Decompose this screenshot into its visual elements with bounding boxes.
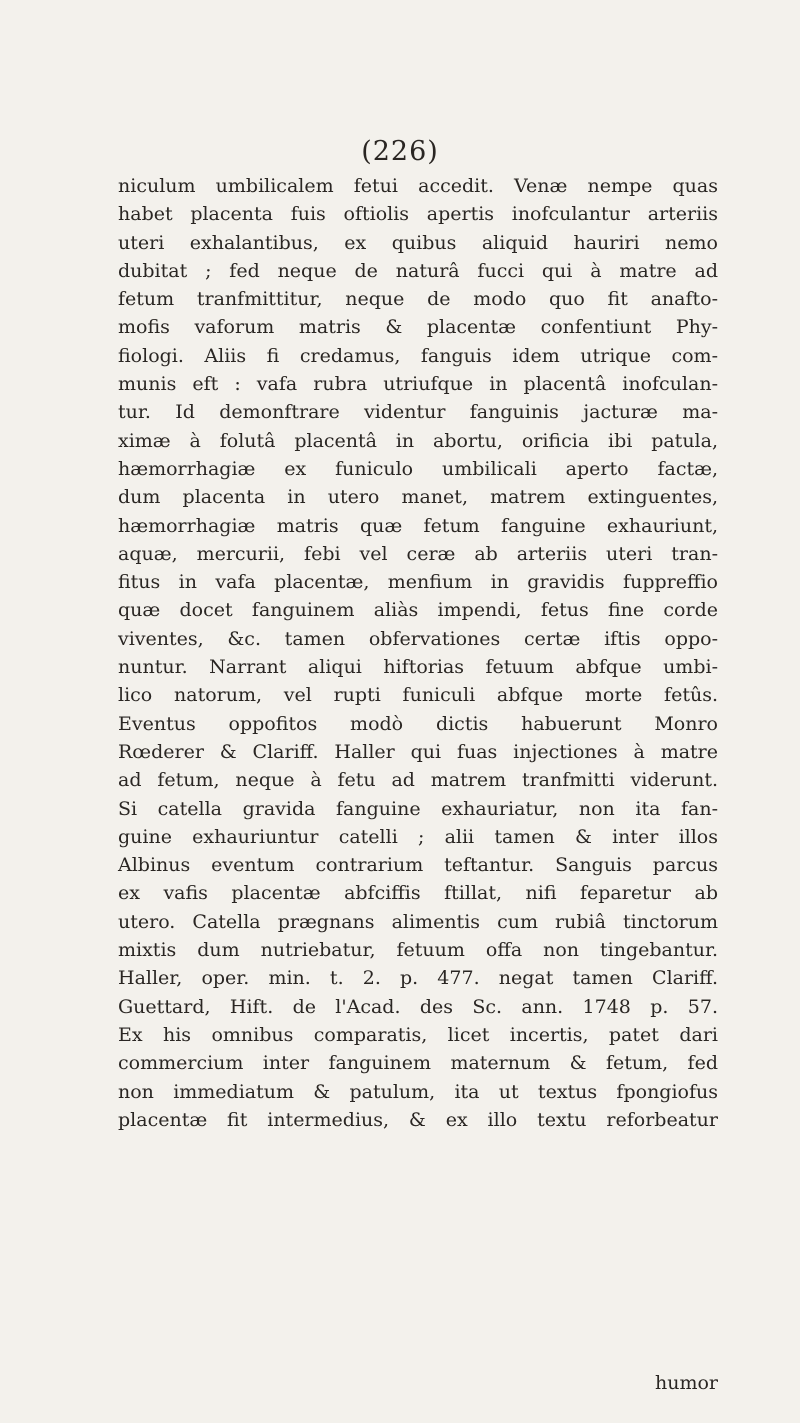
text-line: aquæ, mercurii, febi vel ceræ ab arteriis uteri tran- bbox=[118, 542, 718, 565]
text-line: ximæ à folutâ placentâ in abortu, orificia ibi patula, bbox=[118, 429, 718, 452]
text-line: nuntur. Narrant aliqui hiftorias fetuum abfque umbi- bbox=[118, 656, 718, 679]
text-line: fitus in vafa placentæ, menfium in gravidis fuppreffio bbox=[118, 571, 718, 594]
text-line: viventes, &c. tamen obfervationes certæ iftis oppo- bbox=[118, 627, 718, 650]
text-line: Rœderer & Clariff. Haller qui fuas injectiones à matre bbox=[118, 740, 718, 763]
text-line: fiologi. Aliis fi credamus, fanguis idem utrique com- bbox=[118, 344, 718, 367]
text-line: placentæ fit intermedius, & ex illo textu reforbeatur bbox=[118, 1108, 718, 1131]
page-number: (226) bbox=[361, 136, 439, 167]
text-line: quæ docet fanguinem aliàs impendi, fetus fine corde bbox=[118, 599, 718, 622]
text-line: mixtis dum nutriebatur, fetuum offa non tingebantur. bbox=[118, 939, 718, 962]
text-line: Eventus oppofitos modò dictis habuerunt Monro bbox=[118, 712, 718, 735]
text-line: guine exhauriuntur catelli ; alii tamen & inter illos bbox=[118, 825, 718, 848]
text-line: dubitat ; fed neque de naturâ fucci qui à matre ad bbox=[118, 259, 718, 282]
text-line: ad fetum, neque à fetu ad matrem tranfmitti viderunt. bbox=[118, 769, 718, 792]
text-line: utero. Catella prægnans alimentis cum rubiâ tinctorum bbox=[118, 910, 718, 933]
text-line: hæmorrhagiæ matris quæ fetum fanguine exhauriunt, bbox=[118, 514, 718, 537]
text-line: uteri exhalantibus, ex quibus aliquid hauriri nemo bbox=[118, 231, 718, 254]
text-line: non immediatum & patulum, ita ut textus fpongiofus bbox=[118, 1080, 718, 1103]
text-line: dum placenta in utero manet, matrem extinguentes, bbox=[118, 486, 718, 509]
text-line: Ex his omnibus comparatis, licet incertis, patet dari bbox=[118, 1023, 718, 1046]
text-line: Si catella gravida fanguine exhauriatur, non ita fan- bbox=[118, 797, 718, 820]
text-line: habet placenta fuis oftiolis apertis inofculantur arteriis bbox=[118, 203, 718, 226]
text-line: Albinus eventum contrarium teftantur. Sanguis parcus bbox=[118, 854, 718, 877]
text-line: Haller, oper. min. t. 2. p. 477. negat tamen Clariff. bbox=[118, 967, 718, 990]
text-line: niculum umbilicalem fetui accedit. Venæ nempe quas bbox=[118, 175, 718, 197]
text-line: mofis vaforum matris & placentæ confentiunt Phy- bbox=[118, 316, 718, 339]
text-line: lico natorum, vel rupti funiculi abfque morte fetûs. bbox=[118, 684, 718, 707]
text-line: Guettard, Hift. de l'Acad. des Sc. ann. 1748 p. 57. bbox=[118, 995, 718, 1018]
body-text bbox=[118, 172, 718, 1134]
text-line: tur. Id demonftrare videntur fanguinis jacturæ ma- bbox=[118, 401, 718, 424]
text-line: munis eft : vafa rubra utriufque in placentâ inofculan- bbox=[118, 373, 718, 396]
text-line: fetum tranfmittitur, neque de modo quo fit anafto- bbox=[118, 288, 718, 311]
text-line: commercium inter fanguinem maternum & fetum, fed bbox=[118, 1052, 718, 1075]
text-line: ex vafis placentæ abfciffis ftillat, nifi feparetur ab bbox=[118, 882, 718, 905]
catchword: humor bbox=[654, 1372, 718, 1394]
text-line: hæmorrhagiæ ex funiculo umbilicali aperto factæ, bbox=[118, 457, 718, 480]
